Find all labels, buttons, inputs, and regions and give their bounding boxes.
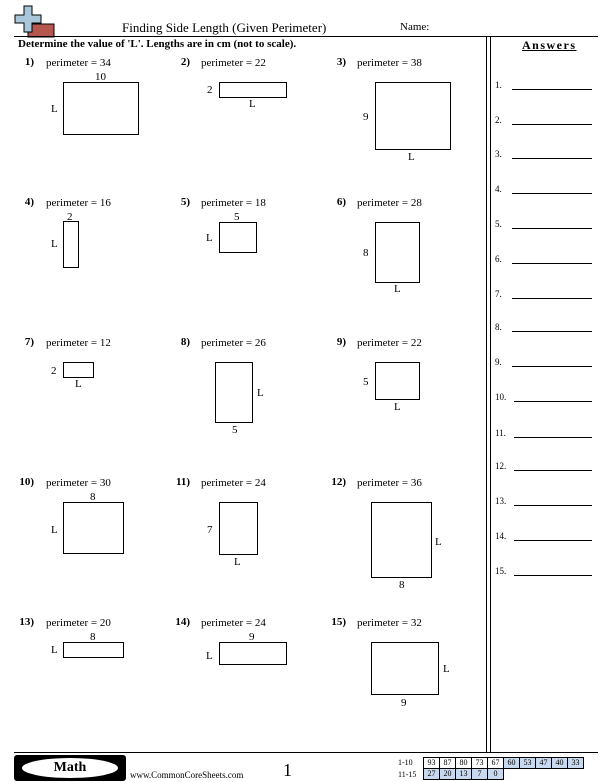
problem-number: 12) <box>331 476 346 488</box>
problem-number: 8) <box>180 336 190 348</box>
column-divider <box>486 36 487 752</box>
problem-perimeter: perimeter = 34 <box>46 57 111 69</box>
answer-number: 13. <box>495 496 507 506</box>
side-label: 5 <box>363 376 369 388</box>
problem-perimeter: perimeter = 12 <box>46 337 111 349</box>
side-label: 2 <box>51 365 57 377</box>
site-url: www.CommonCoreSheets.com <box>130 770 244 780</box>
score-cell: 7 <box>472 769 488 780</box>
rectangle <box>215 362 253 423</box>
score-cell: 33 <box>568 758 584 769</box>
rectangle <box>63 502 124 554</box>
score-cell: 13 <box>456 769 472 780</box>
problem-number: 1) <box>24 56 34 68</box>
side-label: L <box>249 98 256 110</box>
problem-number: 2) <box>180 56 190 68</box>
answer-number: 5. <box>495 219 502 229</box>
problem-perimeter: perimeter = 18 <box>201 197 266 209</box>
side-label: 9 <box>249 631 255 643</box>
answer-number: 14. <box>495 531 507 541</box>
score-cell: 87 <box>440 758 456 769</box>
answer-number: 1. <box>495 80 502 90</box>
answer-number: 7. <box>495 289 502 299</box>
side-label: 9 <box>363 111 369 123</box>
side-label: L <box>408 151 415 163</box>
score-cell: 93 <box>424 758 440 769</box>
score-cell: 67 <box>488 758 504 769</box>
answer-line[interactable] <box>512 298 592 299</box>
side-label: L <box>51 238 58 250</box>
answer-number: 12. <box>495 461 507 471</box>
rectangle <box>219 222 257 253</box>
side-label: 8 <box>399 579 405 591</box>
rectangle <box>375 362 420 400</box>
header-rule <box>14 36 598 37</box>
rectangle <box>371 502 432 578</box>
rectangle <box>63 82 139 135</box>
answer-number: 6. <box>495 254 502 264</box>
answer-number: 15. <box>495 566 507 576</box>
score-cell: 60 <box>504 758 520 769</box>
rectangle <box>219 82 287 98</box>
answer-line[interactable] <box>512 263 592 264</box>
side-label: 2 <box>207 84 213 96</box>
column-divider <box>490 36 491 752</box>
math-badge <box>14 755 126 781</box>
score-cell: 47 <box>536 758 552 769</box>
rectangle <box>375 82 451 150</box>
answer-line[interactable] <box>512 193 592 194</box>
problem-perimeter: perimeter = 22 <box>201 57 266 69</box>
answer-number: 10. <box>495 392 507 402</box>
score-cell: 0 <box>488 769 504 780</box>
problem-perimeter: perimeter = 32 <box>357 617 422 629</box>
score-cell: 27 <box>424 769 440 780</box>
score-cell: 73 <box>472 758 488 769</box>
rectangle <box>219 502 258 555</box>
side-label: L <box>51 524 58 536</box>
name-label: Name: <box>400 21 430 33</box>
score-cell: 40 <box>552 758 568 769</box>
problem-number: 14) <box>175 616 190 628</box>
answer-number: 2. <box>495 115 502 125</box>
logo <box>14 4 56 38</box>
problem-perimeter: perimeter = 36 <box>357 477 422 489</box>
rectangle <box>63 362 94 378</box>
problem-perimeter: perimeter = 22 <box>357 337 422 349</box>
side-label: L <box>234 556 241 568</box>
problem-number: 4) <box>24 196 34 208</box>
side-label: 5 <box>234 211 240 223</box>
score-label-1: 1-10 <box>398 758 413 767</box>
answer-number: 8. <box>495 322 502 332</box>
problem-perimeter: perimeter = 38 <box>357 57 422 69</box>
answer-line[interactable] <box>514 401 592 402</box>
score-cell: 53 <box>520 758 536 769</box>
score-label-2: 11-15 <box>398 770 417 779</box>
answer-line[interactable] <box>514 575 592 576</box>
problem-number: 6) <box>336 196 346 208</box>
side-label: 5 <box>232 424 238 436</box>
answer-line[interactable] <box>512 124 592 125</box>
math-badge-oval: Math <box>22 758 118 778</box>
problem-perimeter: perimeter = 30 <box>46 477 111 489</box>
problem-number: 15) <box>331 616 346 628</box>
instructions: Determine the value of 'L'. Lengths are in cm (not to scale). <box>18 38 297 50</box>
rectangle <box>375 222 420 283</box>
problem-number: 11) <box>175 476 190 488</box>
side-label: L <box>206 650 213 662</box>
problem-number: 10) <box>19 476 34 488</box>
problem-perimeter: perimeter = 20 <box>46 617 111 629</box>
problem-number: 13) <box>19 616 34 628</box>
answer-line[interactable] <box>514 470 592 471</box>
side-label: 8 <box>90 491 96 503</box>
problem-number: 3) <box>336 56 346 68</box>
answer-line[interactable] <box>514 437 592 438</box>
side-label: L <box>257 387 264 399</box>
rectangle <box>371 642 439 695</box>
side-label: L <box>394 283 401 295</box>
side-label: 10 <box>95 71 106 83</box>
side-label: L <box>394 401 401 413</box>
answer-line[interactable] <box>512 228 592 229</box>
side-label: L <box>443 663 450 675</box>
side-label: 8 <box>90 631 96 643</box>
score-cell: 80 <box>456 758 472 769</box>
problem-perimeter: perimeter = 26 <box>201 337 266 349</box>
side-label: L <box>51 103 58 115</box>
side-label: 7 <box>207 524 213 536</box>
side-label: 8 <box>363 247 369 259</box>
score-cell: 20 <box>440 769 456 780</box>
answers-title: Answers <box>522 38 577 52</box>
page-number: 1 <box>283 760 292 780</box>
side-label: 9 <box>401 697 407 709</box>
problem-perimeter: perimeter = 24 <box>201 617 266 629</box>
answer-line[interactable] <box>512 89 592 90</box>
problem-perimeter: perimeter = 24 <box>201 477 266 489</box>
answer-line[interactable] <box>512 158 592 159</box>
rectangle <box>219 642 287 665</box>
problem-perimeter: perimeter = 16 <box>46 197 111 209</box>
side-label: 2 <box>67 211 73 223</box>
side-label: L <box>75 378 82 390</box>
side-label: L <box>206 232 213 244</box>
answer-number: 4. <box>495 184 502 194</box>
problem-perimeter: perimeter = 28 <box>357 197 422 209</box>
answer-number: 3. <box>495 149 502 159</box>
answer-line[interactable] <box>514 540 592 541</box>
rectangle <box>63 221 79 268</box>
problem-number: 5) <box>180 196 190 208</box>
answer-line[interactable] <box>512 331 592 332</box>
worksheet-title: Finding Side Length (Given Perimeter) <box>122 20 327 35</box>
plus-logo-icon <box>14 4 56 38</box>
footer-rule <box>14 752 598 753</box>
side-label: L <box>51 644 58 656</box>
answer-number: 9. <box>495 357 502 367</box>
problem-number: 7) <box>24 336 34 348</box>
answer-number: 11. <box>495 428 506 438</box>
side-label: L <box>435 536 442 548</box>
answer-line[interactable] <box>514 505 592 506</box>
answer-line[interactable] <box>512 366 592 367</box>
problem-number: 9) <box>336 336 346 348</box>
rectangle <box>63 642 124 658</box>
score-table <box>423 757 584 780</box>
